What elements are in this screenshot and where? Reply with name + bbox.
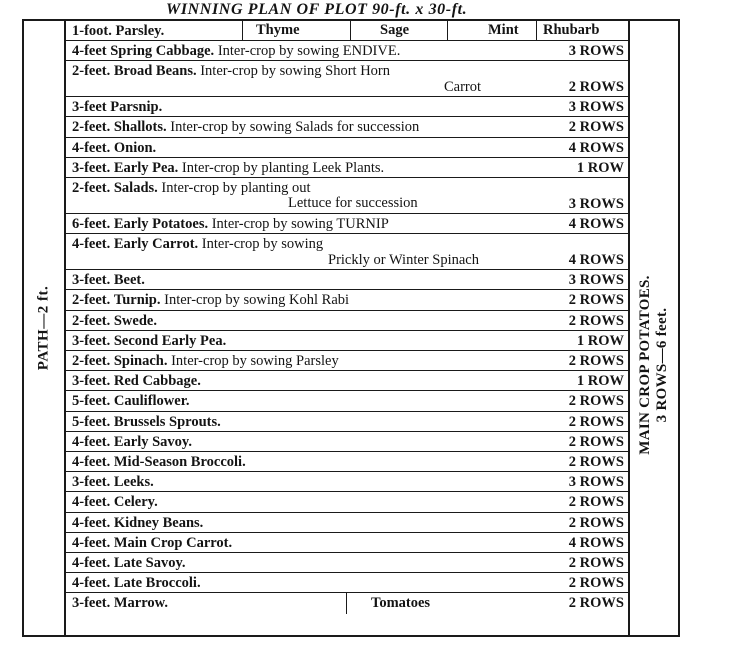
- row-crop: Leeks.: [113, 474, 154, 491]
- row-size: 2-feet.: [72, 180, 111, 196]
- row-crop: Celery.: [113, 494, 158, 511]
- row-crop: Onion.: [113, 139, 157, 156]
- row-note-continued: Prickly or Winter Spinach: [328, 252, 479, 269]
- table-row: [66, 97, 628, 117]
- row-crop: Late Savoy.: [113, 555, 186, 571]
- plot-plan-table: [22, 19, 680, 637]
- row-crop: Early Carrot.: [113, 236, 199, 253]
- row-crop: Second Early Pea.: [113, 332, 227, 349]
- row-count: 3 ROWS: [568, 99, 624, 116]
- row-count: 1 ROW: [576, 159, 624, 176]
- path-column: [24, 21, 66, 635]
- table-row: [66, 178, 628, 214]
- herb-sage: Sage: [380, 22, 409, 38]
- row-size: 3-feet.: [72, 595, 111, 612]
- row-size: 2-feet.: [72, 312, 111, 329]
- table-row: [66, 371, 628, 391]
- table-row: [66, 117, 628, 137]
- row-crop: Cauliflower.: [113, 393, 190, 410]
- row-count: 3 ROWS: [568, 272, 624, 289]
- row-size: 3-feet.: [72, 332, 111, 349]
- row-note: Inter-crop by sowing TURNIP: [211, 216, 389, 232]
- herb-thyme: Thyme: [256, 22, 300, 38]
- row-crop: Shallots.: [113, 119, 167, 136]
- row-crop: Red Cabbage.: [113, 373, 201, 390]
- row-crop: Early Savoy.: [113, 433, 193, 450]
- row-count: 2 ROWS: [568, 393, 624, 410]
- table-row: [66, 391, 628, 411]
- row-size: 4-feet.: [72, 534, 111, 551]
- row-crop: Marrow.: [113, 595, 168, 612]
- row-size: 4-feet.: [72, 494, 111, 511]
- row-count: 2 ROWS: [568, 454, 624, 470]
- row-count: 3 ROWS: [568, 43, 624, 59]
- table-row: [66, 138, 628, 158]
- row-count: 4 ROWS: [568, 139, 624, 156]
- row-count: 2 ROWS: [568, 119, 624, 136]
- row-count: 2 ROWS: [568, 555, 624, 571]
- row-count: 2 ROWS: [568, 595, 624, 612]
- row-size: 4-feet.: [72, 236, 111, 253]
- table-row: [66, 513, 628, 533]
- row-count: 2 ROWS: [568, 494, 624, 511]
- row-note: Inter-crop by sowing Kohl Rabi: [164, 292, 350, 309]
- table-row: [66, 472, 628, 492]
- row-crop: Spring Cabbage.: [110, 43, 215, 59]
- row-crop: Parsnip.: [110, 99, 163, 116]
- row-size: 3-feet.: [72, 159, 111, 176]
- table-row: [66, 432, 628, 452]
- row-count: 4 ROWS: [568, 252, 624, 269]
- row-count: 2 ROWS: [568, 79, 624, 96]
- row-count: 2 ROWS: [568, 514, 624, 531]
- row-count: 2 ROWS: [568, 413, 624, 430]
- main-crop-column: [628, 21, 678, 635]
- row-note: Inter-crop by sowing ENDIVE.: [217, 43, 401, 59]
- path-label: PATH—2 ft.: [35, 285, 52, 371]
- row-size: 5-feet.: [72, 413, 111, 430]
- row-note-continued: Lettuce for succession: [288, 195, 418, 211]
- row-crop: Early Pea.: [113, 159, 179, 176]
- row-crop: Late Broccoli.: [113, 575, 201, 592]
- herb-row-lead: 1-foot. Parsley.: [72, 23, 165, 39]
- row-size: 4-feet.: [72, 555, 111, 571]
- row-count: 4 ROWS: [568, 534, 624, 551]
- row-size: 4-feet.: [72, 139, 111, 156]
- row-size: 5-feet.: [72, 393, 111, 410]
- row-count: 2 ROWS: [568, 575, 624, 592]
- table-row: [66, 351, 628, 371]
- row-size: 3-feet.: [72, 474, 111, 491]
- main-crop-line2: 3 ROWS—6 feet.: [654, 307, 670, 423]
- herb-mint: Mint: [488, 22, 519, 38]
- row-count: 2 ROWS: [568, 353, 624, 369]
- table-row: [66, 290, 628, 310]
- row-count: 3 ROWS: [568, 196, 624, 212]
- row-note: Inter-crop by planting Leek Plants.: [181, 159, 385, 176]
- table-row: [66, 533, 628, 553]
- row-size: 4-feet.: [72, 433, 111, 450]
- table-row: [66, 573, 628, 593]
- row-count: 2 ROWS: [568, 292, 624, 309]
- table-row: [66, 214, 628, 234]
- row-size: 3-feet.: [72, 272, 111, 289]
- row-count: 1 ROW: [576, 332, 624, 349]
- row-size: 2-feet.: [72, 292, 111, 309]
- row-size: 3-feet.: [72, 373, 111, 390]
- row-size: 2-feet.: [72, 119, 111, 136]
- row-note: Inter-crop by sowing Parsley: [171, 353, 339, 369]
- main-crop-line1: MAIN CROP POTATOES.: [637, 275, 653, 455]
- table-row: [66, 492, 628, 512]
- table-row: [66, 593, 628, 613]
- table-row: [66, 41, 628, 61]
- row-size: 4-feet.: [72, 575, 111, 592]
- row-crop: Early Potatoes.: [113, 216, 209, 232]
- row-crop: Kidney Beans.: [113, 514, 204, 531]
- row-crop: Spinach.: [113, 353, 168, 369]
- table-row: [66, 452, 628, 472]
- table-row: [66, 553, 628, 573]
- row-crop: Salads.: [113, 180, 158, 196]
- row-note: Inter-crop by planting out: [161, 180, 311, 196]
- row-count: 4 ROWS: [568, 216, 624, 232]
- row-note: Inter-crop by sowing Salads for succession: [170, 119, 420, 136]
- row-crop: Broad Beans.: [113, 63, 197, 80]
- page-title: WINNING PLAN OF PLOT 90-ft. x 30-ft.: [166, 1, 468, 18]
- row-size: 4-feet.: [72, 514, 111, 531]
- crop-rows: [66, 21, 628, 635]
- table-row: [66, 234, 628, 270]
- row-size: 4-feet.: [72, 454, 111, 470]
- row-crop: Swede.: [113, 312, 157, 329]
- row-size: 2-feet.: [72, 63, 111, 80]
- table-row: [66, 331, 628, 351]
- row-crop: Mid-Season Broccoli.: [113, 454, 246, 470]
- row-note-continued: Carrot: [444, 79, 482, 96]
- row-note: Inter-crop by sowing: [201, 236, 324, 253]
- row-count: 1 ROW: [576, 373, 624, 390]
- row-count: 2 ROWS: [568, 312, 624, 329]
- row-size: 3-feet: [72, 99, 107, 116]
- table-row: [66, 311, 628, 331]
- row-size: 4-feet: [72, 43, 107, 59]
- table-row: [66, 412, 628, 432]
- row-crop: Turnip.: [113, 292, 161, 309]
- row-size: 2-feet.: [72, 353, 111, 369]
- row-count: 2 ROWS: [568, 433, 624, 450]
- row-crop: Beet.: [113, 272, 145, 289]
- row-count: 3 ROWS: [568, 474, 624, 491]
- row-note-continued: Tomatoes: [371, 595, 431, 612]
- row-crop: Main Crop Carrot.: [113, 534, 233, 551]
- table-row: [66, 270, 628, 290]
- row-note: Inter-crop by sowing Short Horn: [200, 63, 391, 80]
- table-row: [66, 61, 628, 97]
- herb-rhubarb: Rhubarb: [543, 22, 600, 38]
- herb-row: [66, 21, 628, 41]
- row-size: 6-feet.: [72, 216, 111, 232]
- row-crop: Brussels Sprouts.: [113, 413, 221, 430]
- table-row: [66, 158, 628, 178]
